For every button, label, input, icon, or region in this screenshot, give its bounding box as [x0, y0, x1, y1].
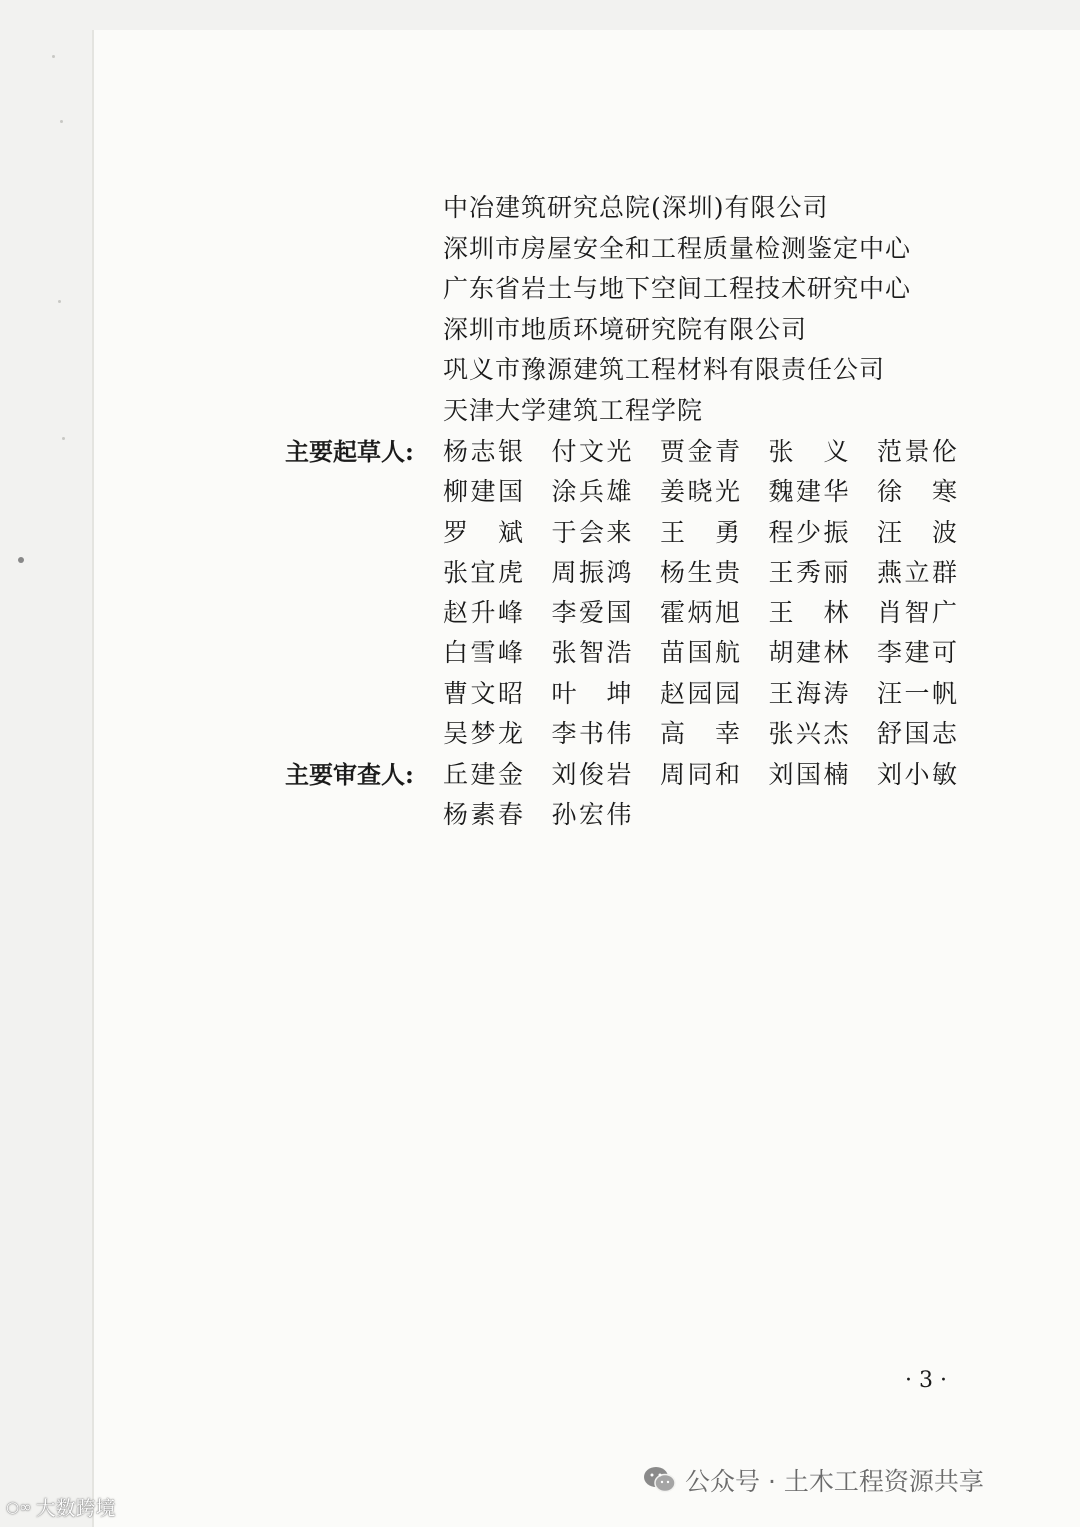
person-name: 罗斌	[443, 517, 523, 547]
scan-speck	[18, 557, 24, 563]
person-name: 张兴杰	[768, 719, 849, 749]
person-name: 程少振	[768, 517, 849, 547]
person-name: 周同和	[660, 760, 740, 789]
person-name: 苗国航	[660, 638, 740, 668]
person-name: 叶坤	[551, 678, 632, 708]
person-name: 贾金青	[660, 437, 740, 466]
drafters-names-grid	[443, 432, 986, 754]
organization-line: 巩义市豫源建筑工程材料有限责任公司	[443, 355, 886, 384]
person-name: 吴梦龙	[443, 719, 523, 749]
person-name: 刘小敏	[877, 760, 957, 789]
person-name: 张宜虎	[443, 557, 523, 587]
person-name: 汪波	[877, 517, 957, 547]
brand-mark-icon: ○∞	[6, 1497, 32, 1516]
person-name: 范景伦	[877, 437, 957, 466]
person-name: 魏建华	[768, 477, 849, 507]
wechat-icon	[643, 1466, 677, 1494]
person-name: 白雪峰	[443, 638, 523, 668]
person-name: 李书伟	[551, 719, 632, 749]
participating-organizations	[443, 188, 911, 431]
person-name: 刘国楠	[768, 760, 849, 789]
person-name: 王林	[768, 598, 849, 628]
reviewers-names-grid	[443, 755, 986, 836]
reviewers-label: 主要审查人:	[285, 760, 414, 789]
person-name: 曹文昭	[443, 678, 523, 708]
corner-brand-logo	[6, 1492, 116, 1521]
organization-line: 广东省岩土与地下空间工程技术研究中心	[443, 274, 912, 303]
person-name: 燕立群	[877, 557, 957, 587]
person-name: 胡建林	[768, 638, 849, 668]
person-name: 周振鸿	[551, 557, 632, 587]
drafters-label: 主要起草人:	[285, 437, 414, 466]
scan-speck	[58, 300, 61, 303]
person-name: 王海涛	[768, 678, 849, 708]
person-name: 王秀丽	[768, 557, 849, 587]
page-number: · 3 ·	[905, 1368, 947, 1393]
person-name: 涂兵雄	[551, 477, 632, 507]
person-name: 王勇	[660, 517, 740, 547]
organization-line: 深圳市房屋安全和工程质量检测鉴定中心	[443, 233, 912, 263]
person-name: 丘建金	[443, 760, 523, 789]
person-name: 杨志银	[443, 437, 523, 466]
person-name: 姜晓光	[660, 477, 740, 507]
scan-speck	[62, 437, 65, 440]
person-name: 柳建国	[443, 477, 523, 507]
person-name: 汪一帆	[877, 678, 957, 708]
person-name: 张智浩	[551, 638, 632, 668]
person-name: 高幸	[660, 719, 740, 749]
person-name: 徐寒	[877, 477, 957, 507]
person-name: 刘俊岩	[551, 760, 632, 789]
person-name: 杨素春	[443, 800, 523, 830]
scan-speck	[60, 120, 63, 123]
person-name: 孙宏伟	[551, 800, 632, 830]
person-name: 霍炳旭	[660, 598, 740, 628]
organization-line: 天津大学建筑工程学院	[443, 395, 704, 425]
person-name: 肖智广	[877, 598, 957, 628]
person-name: 张义	[768, 437, 849, 466]
person-name: 付文光	[551, 437, 632, 466]
organization-line: 深圳市地质环境研究院有限公司	[443, 314, 808, 344]
person-name: 李爱国	[551, 598, 632, 628]
scan-speck	[52, 55, 55, 58]
organization-line: 中冶建筑研究总院(深圳)有限公司	[443, 193, 829, 222]
wechat-watermark	[643, 1462, 984, 1498]
person-name: 赵升峰	[443, 598, 523, 628]
brand-text: 大数跨境	[35, 1496, 116, 1520]
person-name: 于会来	[551, 517, 632, 547]
person-name: 杨生贵	[660, 557, 740, 587]
person-name: 赵园园	[660, 678, 740, 708]
person-name: 舒国志	[877, 719, 957, 749]
watermark-text: 公众号 · 土木工程资源共享	[685, 1467, 984, 1496]
person-name: 李建可	[877, 638, 957, 668]
